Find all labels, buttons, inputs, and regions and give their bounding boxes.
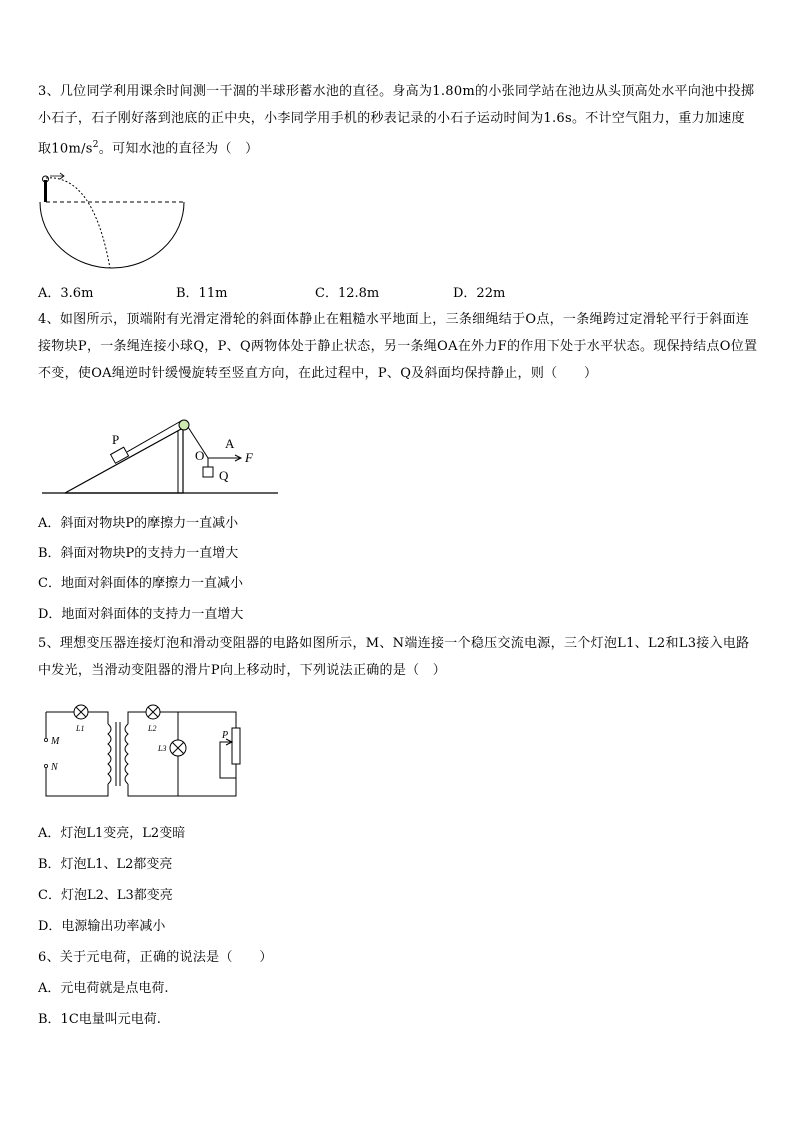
lamp-l3-icon	[170, 740, 186, 756]
label-m: M	[51, 736, 60, 747]
terminal-n-icon	[44, 764, 47, 767]
q6-option-a[interactable]: A．元电荷就是点电荷.	[38, 981, 169, 996]
label-p: P	[112, 432, 120, 447]
q6-option-b[interactable]: B．1C电量叫元电荷.	[38, 1012, 161, 1027]
q5-option-d[interactable]: D．电源输出功率减小	[38, 919, 166, 934]
label-l1: L1	[76, 724, 85, 733]
q4-option-d[interactable]: D．地面对斜面体的支持力一直增大	[38, 607, 244, 622]
q3-option-b[interactable]: B．11m	[176, 286, 228, 301]
q4-option-b[interactable]: B．斜面对物块P的支持力一直增大	[38, 546, 239, 561]
q3-option-d[interactable]: D．22m	[453, 286, 506, 301]
person-icon	[44, 180, 47, 202]
q3-option-c[interactable]: C．12.8m	[315, 286, 380, 301]
secondary-wire-top	[128, 712, 146, 724]
lamp-l1-icon	[74, 705, 88, 719]
arrow-icon	[50, 173, 64, 179]
secondary-coil	[125, 724, 128, 784]
q3-stem: 3、几位同学利用课余时间测一干涸的半球形蓄水池的直径。身高为1.80m的小张同学站在池边从头顶高处水平向池中投掷小石子，石子刚好落到池底的正中央，小李同学用手机的秒表记录的小石子运动时间为1.6s。不计空气阻力，重力加速度取$10m/s^2$。可知水池的直径为（ ）	[38, 84, 755, 157]
q4-option-c[interactable]: C．地面对斜面体的摩擦力一直减小	[38, 576, 243, 591]
q5-circuit-figure	[36, 698, 248, 802]
q4-incline-figure	[40, 412, 280, 500]
block-p	[111, 447, 129, 463]
pool-hemisphere	[40, 202, 184, 268]
stone-trajectory	[46, 178, 110, 268]
secondary-wire-mid	[160, 712, 236, 728]
label-l3: L3	[158, 744, 167, 753]
rheostat-icon	[232, 728, 240, 764]
label-n: N	[51, 762, 58, 773]
label-p: P	[222, 730, 229, 741]
label-o: O	[195, 448, 205, 463]
q5-option-a[interactable]: A．灯泡L1变亮，L2变暗	[38, 826, 186, 841]
q4-option-a[interactable]: A．斜面对物块P的摩擦力一直减小	[38, 516, 239, 531]
label-f: F	[245, 450, 253, 465]
q4-stem: 4、如图所示，顶端附有光滑定滑轮的斜面体静止在粗糙水平地面上，三条细绳结于O点，一条绳跨过定滑轮平行于斜面连接物块P，一条绳连接小球Q，P、Q两物体处于静止状态，另一条绳OA在外力F的作用下处于水平状态。现保持结点O位置不变，使OA绳逆时针缓慢旋转至竖直方向，在此过程中，P、Q及斜面均保持静止，则（ ）	[38, 312, 758, 381]
ball-q	[203, 467, 213, 477]
terminal-m-icon	[44, 738, 47, 741]
rope-to-p	[127, 421, 181, 452]
label-a: A	[225, 436, 235, 451]
lamp-l2-icon	[146, 705, 160, 719]
primary-wire-mid	[88, 712, 108, 724]
q3-pool-figure	[38, 172, 188, 272]
incline-body	[65, 428, 183, 493]
q5-stem: 5、理想变压器连接灯泡和滑动变阻器的电路如图所示，M、N端连接一个稳压交流电源，三个灯泡L1、L2和L3接入电路中发光，当滑动变阻器的滑片P向上移动时，下列说法正确的是（ ）	[38, 636, 750, 678]
label-l2: L2	[148, 724, 157, 733]
label-q: Q	[219, 468, 229, 483]
q5-option-c[interactable]: C．灯泡L2、L3都变亮	[38, 888, 173, 903]
primary-coil	[108, 724, 111, 784]
q3-option-a[interactable]: A．3.6m	[38, 286, 94, 301]
slider-wire	[220, 742, 236, 778]
q6-stem: 6、关于元电荷，正确的说法是（ ）	[38, 950, 273, 965]
q5-option-b[interactable]: B．灯泡L1、L2都变亮	[38, 857, 173, 872]
